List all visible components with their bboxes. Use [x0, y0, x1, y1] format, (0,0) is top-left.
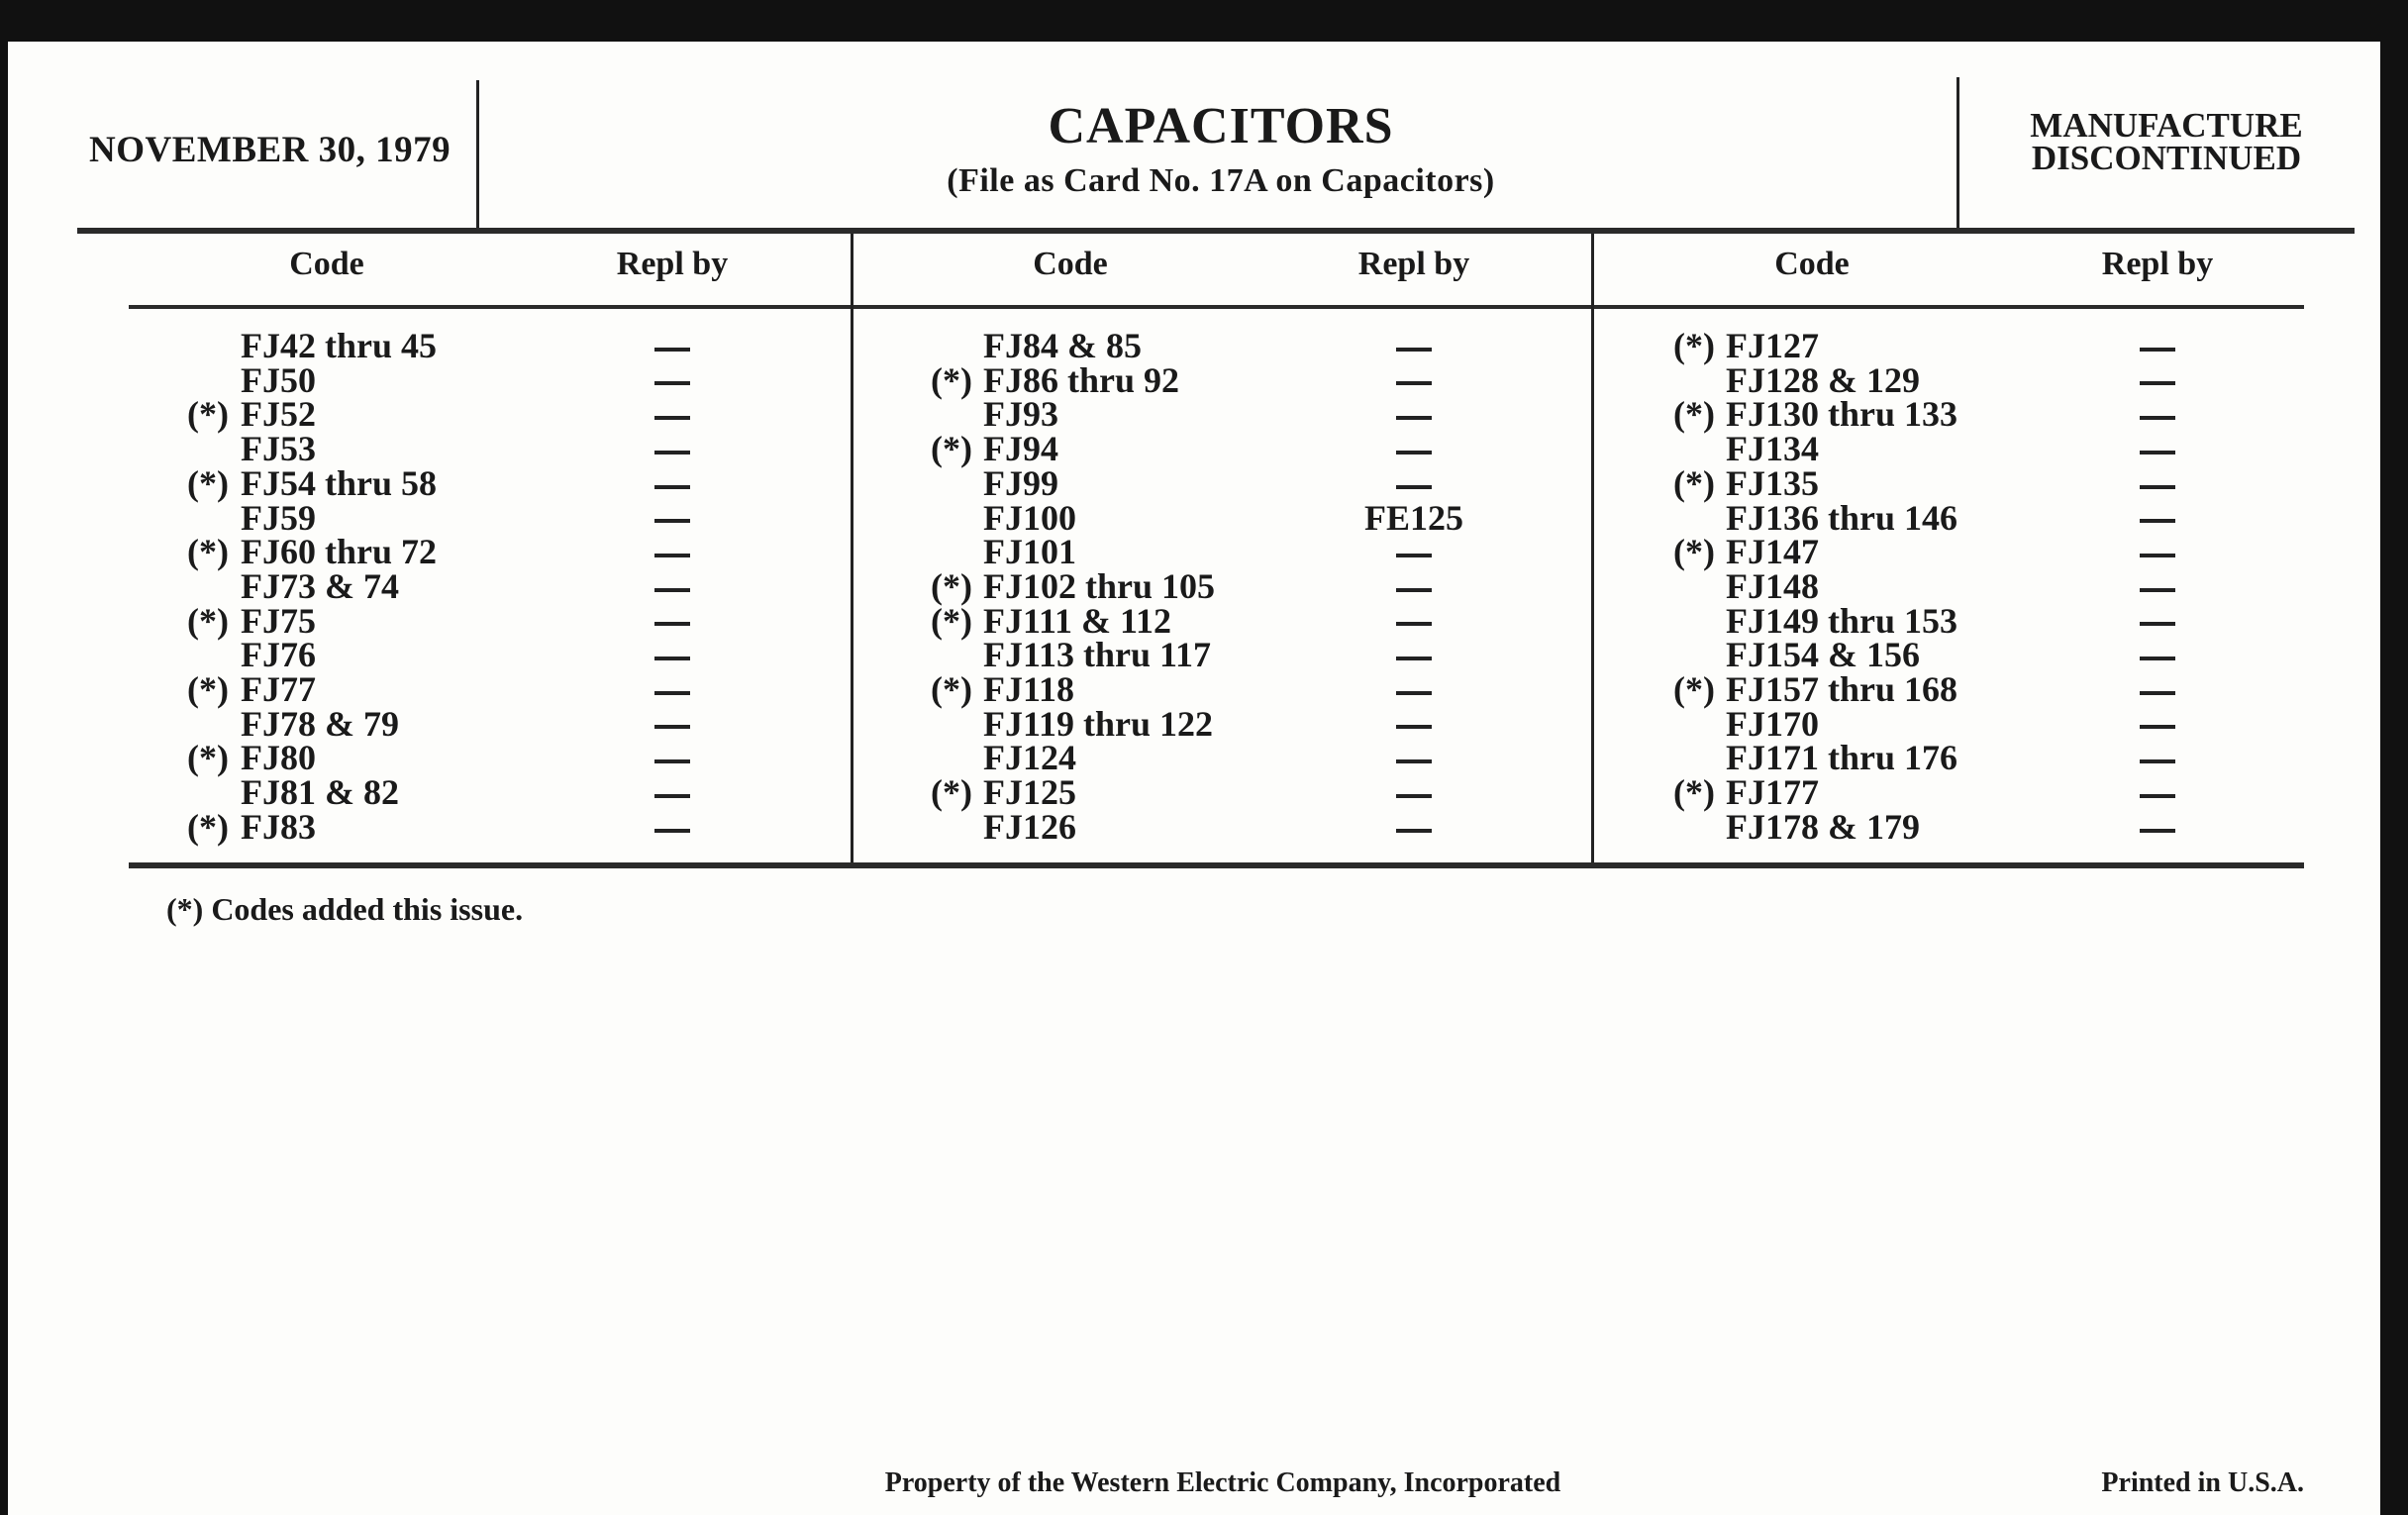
code-cell: FJ134 — [1726, 429, 1819, 469]
repl-cell — [1396, 329, 1432, 363]
dash-mark — [654, 519, 690, 523]
code-cell: FJ99 — [983, 462, 1058, 503]
repl-cell — [654, 604, 690, 639]
status-line-2: DISCONTINUED — [2031, 139, 2302, 177]
repl-cell — [654, 329, 690, 363]
dash-mark — [654, 691, 690, 695]
repl-cell — [654, 535, 690, 569]
code-cell: FJ53 — [241, 429, 316, 469]
code-cell: FJ75 — [241, 600, 316, 641]
column-divider-1 — [851, 234, 853, 864]
repl-cell — [2140, 638, 2175, 672]
code-cell: FJ59 — [241, 497, 316, 538]
footer-property: Property of the Western Electric Company, Incorporated — [884, 1467, 1561, 1498]
added-marker: (*) — [931, 565, 972, 606]
code-cell: FJ81 & 82 — [241, 772, 399, 813]
repl-cell — [1396, 672, 1432, 707]
repl-cell — [2140, 707, 2175, 742]
dash-mark — [1396, 381, 1432, 385]
repl-cell — [654, 432, 690, 466]
dash-mark — [1396, 485, 1432, 489]
col2-code-header: Code — [1033, 246, 1108, 282]
dash-mark — [2140, 451, 2175, 454]
code-cell: FJ157 thru 168 — [1726, 669, 1957, 709]
header-divider-right — [1956, 77, 1959, 229]
code-cell: FJ60 thru 72 — [241, 532, 437, 572]
added-marker: (*) — [1673, 669, 1715, 709]
code-cell: FJ126 — [983, 806, 1076, 847]
code-cell: FJ170 — [1726, 703, 1819, 744]
repl-cell — [654, 466, 690, 501]
issue-date: NOVEMBER 30, 1979 — [89, 130, 452, 170]
code-cell: FJ119 thru 122 — [983, 703, 1214, 744]
repl-cell — [2140, 535, 2175, 569]
dash-mark — [654, 759, 690, 763]
added-marker: (*) — [1673, 326, 1715, 365]
dash-mark — [654, 554, 690, 557]
code-cell: FJ125 — [983, 772, 1076, 813]
footnote: (*) Codes added this issue. — [166, 891, 524, 927]
column-divider-2 — [1591, 234, 1594, 864]
repl-cell — [1396, 432, 1432, 466]
repl-cell — [1396, 810, 1432, 845]
page-subtitle: (File as Card No. 17A on Capacitors) — [947, 162, 1495, 199]
repl-cell — [1396, 569, 1432, 604]
dash-mark — [654, 622, 690, 626]
code-cell: FJ135 — [1726, 462, 1819, 503]
code-cell: FJ86 thru 92 — [983, 359, 1179, 400]
code-cell: FJ42 thru 45 — [241, 326, 437, 365]
repl-cell — [2140, 741, 2175, 775]
dash-mark — [2140, 485, 2175, 489]
dash-mark — [654, 656, 690, 660]
repl-cell — [1396, 604, 1432, 639]
status-label — [1978, 106, 2355, 177]
footer-printed: Printed in U.S.A. — [2101, 1467, 2304, 1498]
added-marker: (*) — [931, 359, 972, 400]
dash-mark — [2140, 416, 2175, 420]
repl-cell — [654, 569, 690, 604]
code-cell: FJ154 & 156 — [1726, 635, 1920, 675]
repl-cell — [654, 810, 690, 845]
repl-cell — [2140, 501, 2175, 536]
repl-cell — [1396, 363, 1432, 398]
dash-mark — [1396, 416, 1432, 420]
added-marker: (*) — [1673, 772, 1715, 813]
dash-mark — [1396, 759, 1432, 763]
col3-repl-header: Repl by — [2101, 246, 2214, 282]
repl-cell — [654, 638, 690, 672]
dash-mark — [1396, 656, 1432, 660]
code-cell: FJ93 — [983, 394, 1058, 435]
dash-mark — [1396, 794, 1432, 798]
added-marker: (*) — [1673, 462, 1715, 503]
dash-mark — [1396, 554, 1432, 557]
dash-mark — [1396, 588, 1432, 592]
page-title: CAPACITORS — [1048, 98, 1394, 154]
code-cell: FJ100 — [983, 497, 1076, 538]
repl-cell — [2140, 363, 2175, 398]
repl-cell — [2140, 810, 2175, 845]
index-card — [8, 42, 2380, 1515]
added-marker: (*) — [187, 394, 229, 435]
dash-mark — [1396, 451, 1432, 454]
col3-code-header: Code — [1774, 246, 1850, 282]
dash-mark — [2140, 691, 2175, 695]
code-cell: FJ84 & 85 — [983, 326, 1142, 365]
dash-mark — [2140, 725, 2175, 729]
dash-mark — [2140, 794, 2175, 798]
table-bottom-rule — [129, 862, 2304, 868]
dash-mark — [2140, 381, 2175, 385]
code-cell: FJ52 — [241, 394, 316, 435]
dash-mark — [2140, 554, 2175, 557]
added-marker: (*) — [187, 669, 229, 709]
code-cell: FJ147 — [1726, 532, 1819, 572]
repl-cell — [654, 501, 690, 536]
dash-mark — [2140, 519, 2175, 523]
repl-cell — [2140, 432, 2175, 466]
dash-mark — [1396, 725, 1432, 729]
dash-mark — [654, 725, 690, 729]
col1-code-header: Code — [289, 246, 364, 282]
header-divider-left — [476, 80, 479, 229]
code-cell: FJ80 — [241, 738, 316, 778]
code-cell: FJ148 — [1726, 565, 1819, 606]
code-cell: FJ113 thru 117 — [983, 635, 1212, 675]
header-rule — [77, 228, 2355, 234]
repl-cell — [2140, 775, 2175, 810]
repl-cell — [654, 707, 690, 742]
repl-cell — [2140, 672, 2175, 707]
dash-mark — [2140, 588, 2175, 592]
dash-mark — [1396, 829, 1432, 833]
code-cell: FJ83 — [241, 806, 316, 847]
added-marker: (*) — [1673, 394, 1715, 435]
code-cell: FJ94 — [983, 429, 1058, 469]
code-cell: FJ171 thru 176 — [1726, 738, 1957, 778]
added-marker: (*) — [931, 772, 972, 813]
dash-mark — [654, 794, 690, 798]
added-marker: (*) — [187, 806, 229, 847]
dash-mark — [1396, 348, 1432, 352]
code-cell: FJ178 & 179 — [1726, 806, 1920, 847]
code-cell: FJ177 — [1726, 772, 1819, 813]
repl-cell — [2140, 604, 2175, 639]
dash-mark — [2140, 759, 2175, 763]
code-cell: FJ111 & 112 — [983, 600, 1172, 641]
added-marker: (*) — [931, 429, 972, 469]
code-cell: FJ102 thru 105 — [983, 565, 1215, 606]
repl-cell — [1396, 775, 1432, 810]
added-marker: (*) — [931, 669, 972, 709]
repl-cell — [654, 672, 690, 707]
repl-cell — [2140, 466, 2175, 501]
repl-cell — [654, 363, 690, 398]
dash-mark — [2140, 622, 2175, 626]
code-cell: FJ128 & 129 — [1726, 359, 1920, 400]
dash-mark — [2140, 656, 2175, 660]
repl-cell — [2140, 569, 2175, 604]
code-cell: FJ127 — [1726, 326, 1819, 365]
repl-cell — [2140, 329, 2175, 363]
code-cell: FJ136 thru 146 — [1726, 497, 1957, 538]
repl-cell: FE125 — [1363, 497, 1464, 538]
col2-repl-header: Repl by — [1357, 246, 1470, 282]
repl-cell — [1396, 535, 1432, 569]
repl-cell — [2140, 397, 2175, 432]
added-marker: (*) — [187, 532, 229, 572]
code-cell: FJ50 — [241, 359, 316, 400]
code-cell: FJ130 thru 133 — [1726, 394, 1957, 435]
code-cell: FJ124 — [983, 738, 1076, 778]
repl-cell — [1396, 638, 1432, 672]
dash-mark — [654, 416, 690, 420]
code-cell: FJ76 — [241, 635, 316, 675]
dash-mark — [654, 381, 690, 385]
repl-cell — [1396, 466, 1432, 501]
dash-mark — [1396, 622, 1432, 626]
added-marker: (*) — [1673, 532, 1715, 572]
dash-mark — [2140, 348, 2175, 352]
repl-cell — [1396, 741, 1432, 775]
col1-repl-header: Repl by — [616, 246, 729, 282]
added-marker: (*) — [187, 462, 229, 503]
code-cell: FJ73 & 74 — [241, 565, 399, 606]
repl-cell — [654, 741, 690, 775]
code-cell: FJ149 thru 153 — [1726, 600, 1957, 641]
dash-mark — [1396, 691, 1432, 695]
repl-cell — [654, 397, 690, 432]
code-cell: FJ54 thru 58 — [241, 462, 437, 503]
added-marker: (*) — [187, 738, 229, 778]
dash-mark — [654, 829, 690, 833]
repl-cell — [1396, 397, 1432, 432]
code-cell: FJ77 — [241, 669, 316, 709]
added-marker: (*) — [931, 600, 972, 641]
added-marker: (*) — [187, 600, 229, 641]
repl-cell — [654, 775, 690, 810]
dash-mark — [654, 451, 690, 454]
status-line-1: MANUFACTURE — [2030, 106, 2303, 145]
code-cell: FJ78 & 79 — [241, 703, 399, 744]
dash-mark — [654, 348, 690, 352]
code-cell: FJ101 — [983, 532, 1076, 572]
dash-mark — [654, 485, 690, 489]
column-header-rule — [129, 305, 2304, 309]
dash-mark — [654, 588, 690, 592]
repl-cell — [1396, 707, 1432, 742]
code-cell: FJ118 — [983, 669, 1075, 709]
dash-mark — [2140, 829, 2175, 833]
